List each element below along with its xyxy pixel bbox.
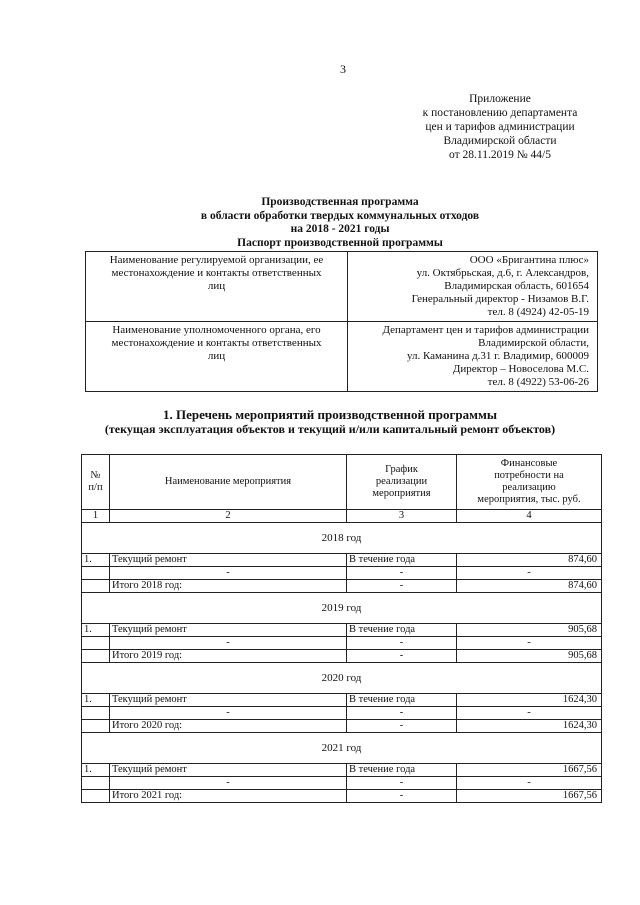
document-title xyxy=(150,196,530,250)
table-row xyxy=(82,637,602,650)
dash-cell: - xyxy=(457,637,602,650)
appendix-line: Владимирской области xyxy=(443,135,557,147)
empty-cell xyxy=(82,580,110,593)
column-number: 1 xyxy=(82,510,110,523)
total-label: Итого 2021 год: xyxy=(110,790,347,803)
total-row xyxy=(82,580,602,593)
passport-table xyxy=(85,251,598,392)
empty-cell xyxy=(82,707,110,720)
passport-row xyxy=(86,252,598,322)
total-amount: 874,60 xyxy=(457,580,602,593)
year-row xyxy=(82,593,602,624)
event-amount: 874,60 xyxy=(457,554,602,567)
year-row xyxy=(82,733,602,764)
page-number: 3 xyxy=(340,62,346,76)
title-line: в области обработки твердых коммунальных отходов xyxy=(200,209,480,222)
header-finance: Финансовые потребности на реализацию мероприятия, тыс. руб. xyxy=(457,455,602,510)
dash-cell: - xyxy=(347,567,457,580)
event-amount: 1624,30 xyxy=(457,694,602,707)
event-schedule: В течение года xyxy=(347,554,457,567)
dash-cell: - xyxy=(457,567,602,580)
table-row xyxy=(82,554,602,567)
table-row xyxy=(82,567,602,580)
row-number: 1. xyxy=(82,624,110,637)
dash-cell: - xyxy=(347,790,457,803)
row-number: 1. xyxy=(82,554,110,567)
events-table xyxy=(81,454,602,803)
total-label: Итого 2019 год: xyxy=(110,650,347,663)
table-row xyxy=(82,694,602,707)
table-row xyxy=(82,707,602,720)
year-label: 2018 год xyxy=(82,523,602,554)
dash-cell: - xyxy=(110,777,347,790)
section-title: 1. Перечень мероприятий производственной программы xyxy=(163,407,497,422)
section-subtitle: (текущая эксплуатация объектов и текущий и/или капитальный ремонт объектов) xyxy=(104,422,556,436)
event-name: Текущий ремонт xyxy=(110,694,347,707)
passport-value: ООО «Бригантина плюс» ул. Октябрьская, д.6, г. Александров, Владимирская область, 601654 Генеральный директор - Низамов В.Г. тел. 8 (4924) 42-05-19 xyxy=(348,252,598,322)
appendix-line: цен и тарифов администрации xyxy=(425,121,575,133)
row-number: 1. xyxy=(82,764,110,777)
total-row xyxy=(82,790,602,803)
event-name: Текущий ремонт xyxy=(110,624,347,637)
total-row xyxy=(82,650,602,663)
year-label: 2021 год xyxy=(82,733,602,764)
total-amount: 1624,30 xyxy=(457,720,602,733)
appendix-line: от 28.11.2019 № 44/5 xyxy=(449,149,551,161)
dash-cell: - xyxy=(347,777,457,790)
table-header xyxy=(82,455,602,510)
dash-cell: - xyxy=(457,707,602,720)
dash-cell: - xyxy=(457,777,602,790)
header-name: Наименование мероприятия xyxy=(110,455,347,510)
dash-cell: - xyxy=(347,720,457,733)
event-schedule: В течение года xyxy=(347,624,457,637)
empty-cell xyxy=(82,637,110,650)
passport-title: Паспорт производственной программы xyxy=(237,236,443,249)
total-amount: 1667,56 xyxy=(457,790,602,803)
total-row xyxy=(82,720,602,733)
header-no: № п/п xyxy=(82,455,110,510)
total-amount: 905,68 xyxy=(457,650,602,663)
title-line: на 2018 - 2021 годы xyxy=(290,223,390,235)
event-amount: 1667,56 xyxy=(457,764,602,777)
section-heading xyxy=(80,408,580,436)
table-row xyxy=(82,764,602,777)
column-number: 2 xyxy=(110,510,347,523)
event-amount: 905,68 xyxy=(457,624,602,637)
column-number: 4 xyxy=(457,510,602,523)
passport-label: Наименование уполномоченного органа, его местонахождение и контакты ответственных лиц xyxy=(86,322,348,392)
empty-cell xyxy=(82,720,110,733)
empty-cell xyxy=(82,790,110,803)
passport-value: Департамент цен и тарифов администрации Владимирской области, ул. Каманина д.31 г. Владимир, 600009 Директор – Новоселова М.С. тел. 8 (4922) 53-06-26 xyxy=(348,322,598,392)
year-row xyxy=(82,663,602,694)
dash-cell: - xyxy=(110,637,347,650)
appendix-line: к постановлению департамента xyxy=(422,107,578,119)
empty-cell xyxy=(82,777,110,790)
dash-cell: - xyxy=(347,580,457,593)
table-row xyxy=(82,624,602,637)
year-label: 2020 год xyxy=(82,663,602,694)
empty-cell xyxy=(82,567,110,580)
year-label: 2019 год xyxy=(82,593,602,624)
event-schedule: В течение года xyxy=(347,694,457,707)
dash-cell: - xyxy=(347,707,457,720)
dash-cell: - xyxy=(110,707,347,720)
event-schedule: В течение года xyxy=(347,764,457,777)
column-numbers-row xyxy=(82,510,602,523)
passport-label: Наименование регулируемой организации, ее местонахождение и контакты ответственных лиц xyxy=(86,252,348,322)
dash-cell: - xyxy=(347,637,457,650)
header-schedule: График реализации мероприятия xyxy=(347,455,457,510)
dash-cell: - xyxy=(347,650,457,663)
title-line: Производственная программа xyxy=(261,196,419,208)
event-name: Текущий ремонт xyxy=(110,764,347,777)
dash-cell: - xyxy=(110,567,347,580)
empty-cell xyxy=(82,650,110,663)
appendix-block xyxy=(400,92,600,162)
event-name: Текущий ремонт xyxy=(110,554,347,567)
table-row xyxy=(82,777,602,790)
year-row xyxy=(82,523,602,554)
total-label: Итого 2020 год: xyxy=(110,720,347,733)
total-label: Итого 2018 год: xyxy=(110,580,347,593)
appendix-line: Приложение xyxy=(469,93,531,105)
passport-row xyxy=(86,322,598,392)
column-number: 3 xyxy=(347,510,457,523)
row-number: 1. xyxy=(82,694,110,707)
